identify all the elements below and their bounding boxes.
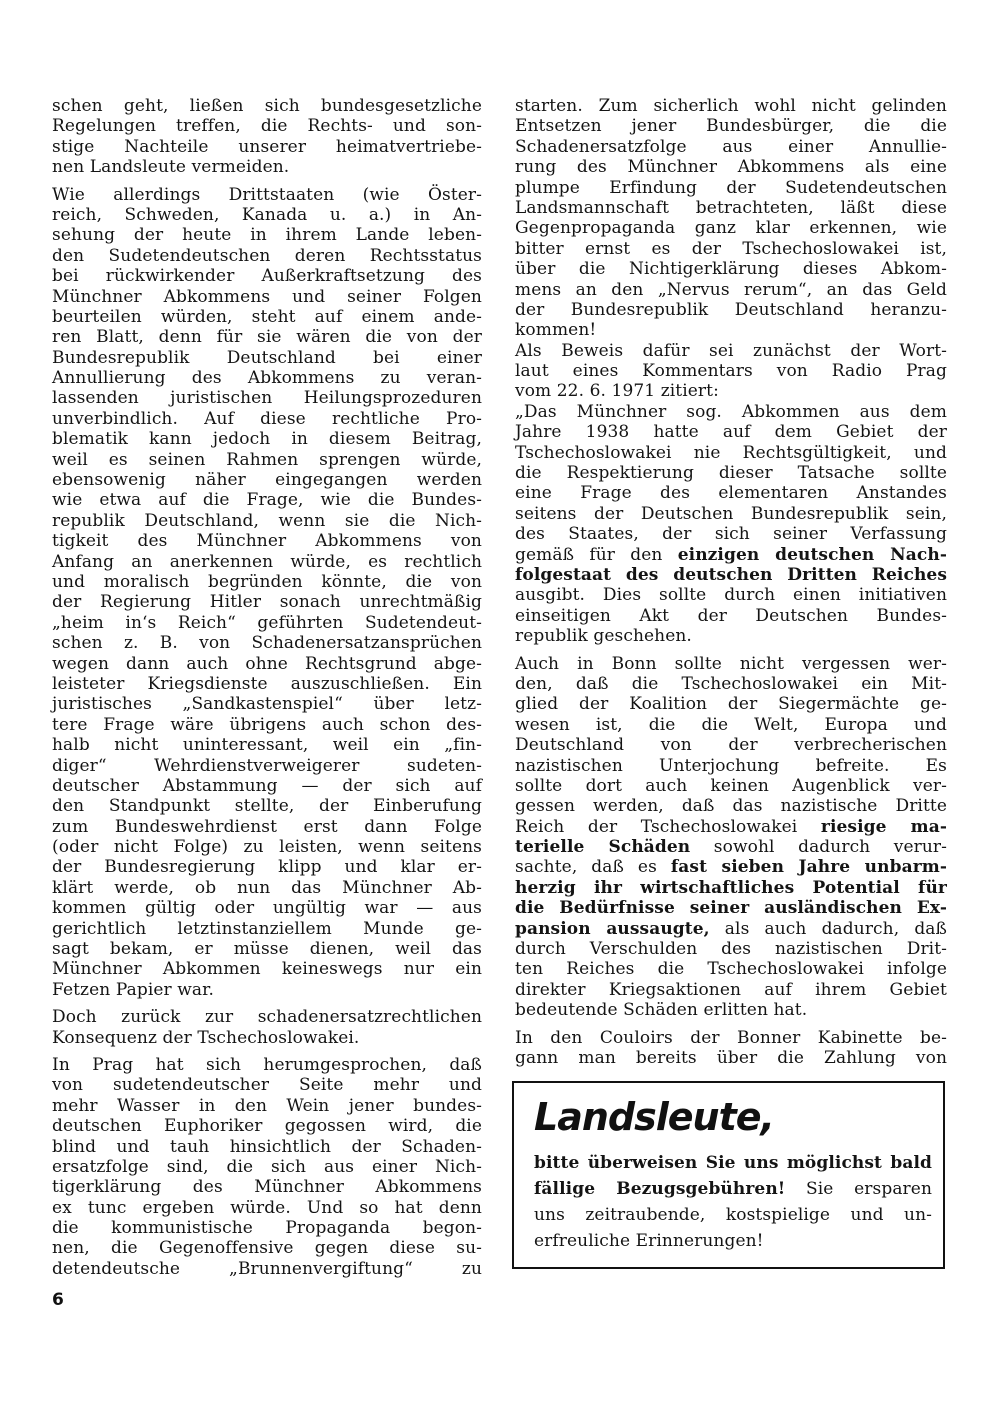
text-line: den, daß die Tschechoslowakei ein Mit- <box>515 673 947 694</box>
text-line: Doch zurück zur schadenersatzrechtlichen <box>52 1007 482 1028</box>
text-line: eine Frage des elementaren Anstandes <box>515 483 947 504</box>
text-line: bitter ernst es der Tschechoslowakei ist, <box>515 238 947 259</box>
text-line: tigerklärung des Münchner Abkommens <box>52 1177 482 1198</box>
text-line: Münchner Abkommens und seiner Folgen <box>52 286 482 307</box>
text-line: vom 22. 6. 1971 zitiert: <box>515 381 719 402</box>
text-line: Schadenersatzfolge aus einer Annullie- <box>515 136 947 157</box>
text-line: Anfang an anerkennen würde, es rechtlich <box>52 551 482 572</box>
text-line: und moralisch begründen könnte, die von <box>52 571 482 592</box>
paragraph <box>515 96 947 341</box>
text-line: die Respektierung dieser Tatsache sollte <box>515 463 947 484</box>
text-line: der Bundesregierung klipp und klar er- <box>52 857 482 878</box>
text-line: zum Bundeswehrdienst erst dann Folge <box>52 816 482 837</box>
bold-emphasis: einzigen deutschen Nach- <box>677 544 947 565</box>
text-line: erfreuliche Erinnerungen! <box>534 1231 764 1251</box>
text-line: republik Deutschland, wenn sie die Nich- <box>52 510 482 531</box>
text-line: ersatzfolge sind, die sich aus einer Nich- <box>52 1156 482 1177</box>
bold-emphasis: fast sieben Jahre unbarm- <box>670 857 947 878</box>
right-column <box>515 96 947 1068</box>
text-line: Gegenpropaganda ganz klar erkennen, wie <box>515 218 947 239</box>
text-line: Tschechoslowakei nie Rechtsgültigkeit, und <box>515 442 947 463</box>
text-line: gann man bereits über die Zahlung von <box>515 1047 947 1068</box>
text-line: gessen werden, daß das nazistische Dritte <box>515 796 947 817</box>
notice-title: Landsleute, <box>534 1095 774 1139</box>
text-line: tere Frage wäre übrigens auch schon des- <box>52 714 482 735</box>
text-line: ebensowenig näher eingegangen werden <box>52 470 482 491</box>
text-line: weil es seinen Rahmen sprengen würde, <box>52 449 482 470</box>
text-line: reich, Schweden, Kanada u. a.) in An- <box>52 204 482 225</box>
text-line: Wie allerdings Drittstaaten (wie Öster- <box>52 184 482 205</box>
paragraph-radio-prag-quote <box>515 341 947 647</box>
text-line: In Prag hat sich herumgesprochen, daß <box>52 1054 482 1075</box>
text-line: unverbindlich. Auf diese rechtliche Pro- <box>52 408 482 429</box>
text-line: Deutschland von der verbrecherischen <box>515 735 947 756</box>
notice-body <box>534 1150 932 1254</box>
page-number: 6 <box>52 1290 64 1310</box>
text-line: ex tunc ergeben würde. Und so hat denn <box>52 1197 482 1218</box>
text-line: über die Nichtigerklärung dieses Abkom- <box>515 259 947 280</box>
text-line: Fetzen Papier war. <box>52 979 214 1000</box>
text-line: mehr Wasser in den Wein jener bundes- <box>52 1095 482 1116</box>
text-line: von sudetendeutscher Seite mehr und <box>52 1075 482 1096</box>
text-line: sachte, daß es fast sieben Jahre unbarm- <box>515 857 947 878</box>
text-line: Auch in Bonn sollte nicht vergessen wer- <box>515 653 947 674</box>
text-line: „Das Münchner sog. Abkommen aus dem <box>515 401 947 422</box>
bold-emphasis: riesige ma- <box>820 816 947 837</box>
text-line: (oder nicht Folge) zu leisten, wenn seitens <box>52 837 482 858</box>
text-line: „heim in‘s Reich“ geführten Sudetendeut- <box>52 612 482 633</box>
text-line: republik geschehen. <box>515 626 692 647</box>
text-line: gerichtlich letztinstanziellem Munde ge- <box>52 918 482 939</box>
text-line: sollte dort auch keinen Augenblick ver- <box>515 775 947 796</box>
bold-emphasis: fällige Bezugsgebühren! <box>534 1179 786 1199</box>
text-line: bedeutende Schäden erlitten hat. <box>515 1000 808 1021</box>
text-line: wesen ist, die die Welt, Europa und <box>515 714 947 735</box>
text-line: starten. Zum sicherlich wohl nicht gelinden <box>515 96 947 116</box>
text-line: kommen gültig oder ungültig war — aus <box>52 898 482 919</box>
text-line: ren Blatt, denn für sie wären die von der <box>52 327 482 348</box>
text-line: stige Nachteile unserer heimatvertriebe- <box>52 136 482 157</box>
text-line: beurteilen würden, steht auf einem ande- <box>52 306 482 327</box>
text-line: nen, die Gegenoffensive gegen diese su- <box>52 1238 482 1259</box>
paragraph <box>52 1055 482 1279</box>
bold-emphasis: bitte überweisen Sie uns möglichst bald <box>534 1153 932 1173</box>
text-line: halb nicht uninteressant, weil ein „fin- <box>52 735 482 756</box>
text-line: gemäß für den einzigen deutschen Nach- <box>515 544 947 565</box>
text-line: detendeutsche „Brunnenvergiftung“ zu <box>52 1258 482 1279</box>
paragraph <box>52 185 482 1001</box>
text-line: pansion aussaugte, als auch dadurch, daß <box>515 918 947 939</box>
bold-emphasis: folgestaat des deutschen Dritten Reiches <box>515 564 947 585</box>
text-line: deutschen Euphoriker gegossen wird, die <box>52 1116 482 1137</box>
text-line: Konsequenz der Tschechoslowakei. <box>52 1027 360 1048</box>
text-line: Regelungen treffen, die Rechts- und son- <box>52 116 482 137</box>
text-line <box>534 1150 932 1176</box>
paragraph <box>52 1007 482 1048</box>
text-line: nen Landsleute vermeiden. <box>52 157 290 178</box>
text-line: Entsetzen jener Bundesbürger, die die <box>515 116 947 137</box>
text-line: plumpe Erfindung der Sudetendeutschen <box>515 177 947 198</box>
text-line: bei rückwirkender Außerkraftsetzung des <box>52 266 482 287</box>
text-line: des Staates, der sich seiner Verfassung <box>515 524 947 545</box>
text-line: der Regierung Hitler sonach unrechtmäßig <box>52 592 482 613</box>
text-line: wie etwa auf die Frage, wie die Bundes- <box>52 490 482 511</box>
bold-emphasis: pansion aussaugte, <box>515 918 710 939</box>
text-line: direkter Kriegsaktionen auf ihrem Gebiet <box>515 979 947 1000</box>
paragraph <box>52 96 482 178</box>
text-line: Landsmannschaft betrachteten, läßt diese <box>515 197 947 218</box>
text-line <box>515 565 947 585</box>
text-line: Annullierung des Abkommens zu veran- <box>52 368 482 389</box>
text-line: ausgibt. Dies sollte durch einen initiativen <box>515 585 947 606</box>
text-line: Reich der Tschechoslowakei riesige ma- <box>515 816 947 837</box>
subscription-notice-box <box>512 1081 945 1269</box>
text-line: schen z. B. von Schadenersatzansprüchen <box>52 633 482 654</box>
text-line: diger“ Wehrdienstverweigerer sudeten- <box>52 755 482 776</box>
text-line: deutscher Abstammung — der sich auf <box>52 775 482 796</box>
bold-emphasis: die Bedürfnisse seiner ausländischen Ex- <box>515 898 947 919</box>
bold-emphasis: terielle Schäden <box>515 837 691 858</box>
text-line: klärt werde, ob nun das Münchner Ab- <box>52 877 482 898</box>
text-line: sehung der heute in ihrem Lande leben- <box>52 225 482 246</box>
text-line: rung des Münchner Abkommens als eine <box>515 157 947 178</box>
text-line: Bundesrepublik Deutschland bei einer <box>52 347 482 368</box>
text-line: tigkeit des Münchner Abkommens von <box>52 531 482 552</box>
bold-emphasis: herzig ihr wirtschaftliches Potential für <box>515 877 947 898</box>
text-line: nazistischen Unterjochung befreite. Es <box>515 755 947 776</box>
text-line: mens an den „Nervus rerum“, an das Geld <box>515 279 947 300</box>
paragraph <box>515 654 947 1021</box>
text-line: schen geht, ließen sich bundesgesetzliche <box>52 96 482 116</box>
text-line: Münchner Abkommen keineswegs nur ein <box>52 959 482 980</box>
text-line: kommen! <box>515 320 597 341</box>
text-line: Jahre 1938 hatte auf dem Gebiet der <box>515 422 947 443</box>
left-column <box>52 96 482 1279</box>
text-line: laut eines Kommentars von Radio Prag <box>515 361 947 382</box>
text-line: terielle Schäden sowohl dadurch verur- <box>515 837 947 858</box>
text-line: den Standpunkt stellte, der Einberufung <box>52 796 482 817</box>
text-line: der Bundesrepublik Deutschland heranzu- <box>515 299 947 320</box>
text-line <box>515 898 947 918</box>
text-line: lassenden juristischen Heilungsprozeduren <box>52 388 482 409</box>
text-line: durch Verschulden des nazistischen Drit- <box>515 939 947 960</box>
text-line <box>515 878 947 898</box>
text-line: fällige Bezugsgebühren! Sie ersparen <box>534 1179 932 1199</box>
text-line: juristisches „Sandkastenspiel“ über letz- <box>52 694 482 715</box>
paragraph <box>515 1028 947 1069</box>
text-line: seitens der Deutschen Bundesrepublik sein, <box>515 503 947 524</box>
text-line: blematik kann jedoch in diesem Beitrag, <box>52 429 482 450</box>
text-line: blind und tauh hinsichtlich der Schaden- <box>52 1136 482 1157</box>
text-line: In den Couloirs der Bonner Kabinette be- <box>515 1027 947 1048</box>
text-line: wegen dann auch ohne Rechtsgrund abge- <box>52 653 482 674</box>
text-line: Als Beweis dafür sei zunächst der Wort- <box>515 340 947 361</box>
text-line: ten Reiches die Tschechoslowakei infolge <box>515 959 947 980</box>
text-line: einseitigen Akt der Deutschen Bundes- <box>515 605 947 626</box>
text-line: sagt bekam, er müsse dienen, weil das <box>52 939 482 960</box>
text-line: den Sudetendeutschen deren Rechtsstatus <box>52 245 482 266</box>
text-line: die kommunistische Propaganda begon- <box>52 1218 482 1239</box>
text-line: leisteter Kriegsdienste auszuschließen. Ein <box>52 673 482 694</box>
text-line: uns zeitraubende, kostspielige und un- <box>534 1205 932 1225</box>
text-line: glied der Koalition der Siegermächte ge- <box>515 694 947 715</box>
